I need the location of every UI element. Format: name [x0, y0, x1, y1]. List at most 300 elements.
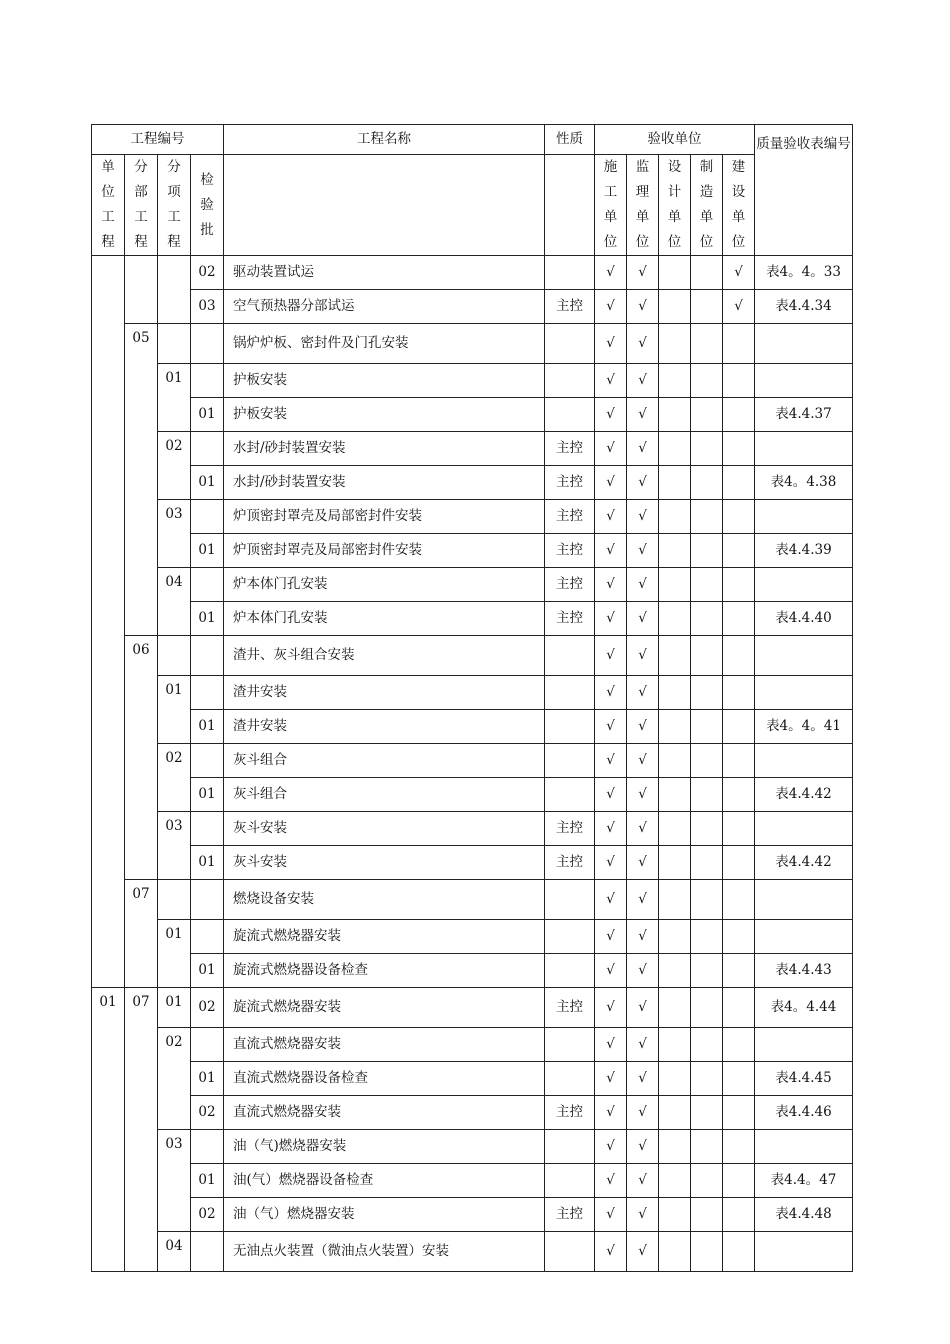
table-row: [92, 920, 853, 954]
supervision-check: √: [627, 500, 659, 534]
nature: 主控: [545, 568, 595, 602]
project-name: 渣井安装: [224, 676, 545, 710]
construction-check: √: [595, 290, 627, 324]
design-check: [659, 880, 691, 920]
construction-check: √: [595, 1028, 627, 1062]
design-check: [659, 778, 691, 812]
project-name: 直流式燃烧器设备检查: [224, 1062, 545, 1096]
design-check: [659, 256, 691, 290]
supervision-check: √: [627, 880, 659, 920]
supervision-check: √: [627, 364, 659, 398]
sub-07-02: 02: [158, 1028, 191, 1130]
inspection-lot: 01: [191, 1164, 224, 1198]
form-number: 表4.4.42: [755, 846, 853, 880]
manufacturing-check: [691, 568, 723, 602]
owner-check: [723, 398, 755, 432]
supervision-check: √: [627, 1096, 659, 1130]
owner-check: [723, 1198, 755, 1232]
manufacturing-check: [691, 324, 723, 364]
supervision-check: √: [627, 812, 659, 846]
table-row: [92, 1198, 853, 1232]
owner-check: [723, 500, 755, 534]
sub-06-02: 02: [158, 744, 191, 812]
header-supervision-unit: 监 理 单 位: [627, 155, 659, 256]
project-name: 燃烧设备安装: [224, 880, 545, 920]
manufacturing-check: [691, 1028, 723, 1062]
nature: [545, 256, 595, 290]
nature: [545, 1130, 595, 1164]
form-number: [755, 500, 853, 534]
design-check: [659, 846, 691, 880]
table-row: [92, 812, 853, 846]
table-row: [92, 710, 853, 744]
division-blank: [125, 256, 158, 324]
nature: [545, 880, 595, 920]
project-name: 护板安装: [224, 398, 545, 432]
sub-07-01: 01: [158, 920, 191, 988]
nature: 主控: [545, 466, 595, 500]
supervision-check: √: [627, 290, 659, 324]
header-manufacturing-unit: 制 造 单 位: [691, 155, 723, 256]
form-number: [755, 432, 853, 466]
supervision-check: √: [627, 1130, 659, 1164]
nature: [545, 954, 595, 988]
division-07: 07: [125, 880, 158, 988]
manufacturing-check: [691, 1062, 723, 1096]
inspection-lot: [191, 568, 224, 602]
project-name: 炉本体门孔安装: [224, 568, 545, 602]
form-number: [755, 1028, 853, 1062]
table-row: [92, 744, 853, 778]
header-name-blank: [224, 155, 545, 256]
table-row: [92, 500, 853, 534]
design-check: [659, 1198, 691, 1232]
nature: [545, 398, 595, 432]
header-sub-item: 分 项 工 程: [158, 155, 191, 256]
owner-check: [723, 920, 755, 954]
design-check: [659, 568, 691, 602]
header-unit-project: 单 位 工 程: [92, 155, 125, 256]
form-number: [755, 676, 853, 710]
supervision-check: √: [627, 1232, 659, 1272]
project-name: 旋流式燃烧器安装: [224, 988, 545, 1028]
inspection-lot: [191, 1028, 224, 1062]
inspection-lot: [191, 812, 224, 846]
project-name: 驱动装置试运: [224, 256, 545, 290]
design-check: [659, 1232, 691, 1272]
manufacturing-check: [691, 466, 723, 500]
table-row: [92, 432, 853, 466]
supervision-check: √: [627, 846, 659, 880]
construction-check: √: [595, 636, 627, 676]
supervision-check: √: [627, 534, 659, 568]
nature: 主控: [545, 534, 595, 568]
supervision-check: √: [627, 602, 659, 636]
inspection-lot: 02: [191, 256, 224, 290]
form-number: 表4。4.38: [755, 466, 853, 500]
construction-check: √: [595, 602, 627, 636]
construction-check: √: [595, 744, 627, 778]
nature: [545, 744, 595, 778]
form-number: 表4.4.34: [755, 290, 853, 324]
project-name: 旋流式燃烧器安装: [224, 920, 545, 954]
project-name: 炉顶密封罩壳及局部密封件安装: [224, 534, 545, 568]
manufacturing-check: [691, 1164, 723, 1198]
design-check: [659, 1130, 691, 1164]
owner-check: [723, 432, 755, 466]
table-row: [92, 602, 853, 636]
design-check: [659, 1096, 691, 1130]
table-row: [92, 1130, 853, 1164]
owner-check: [723, 954, 755, 988]
supervision-check: √: [627, 954, 659, 988]
owner-check: [723, 710, 755, 744]
table-row: [92, 1164, 853, 1198]
form-number: [755, 880, 853, 920]
design-check: [659, 1062, 691, 1096]
sub-blank: [158, 880, 191, 920]
owner-check: [723, 988, 755, 1028]
design-check: [659, 954, 691, 988]
construction-check: √: [595, 432, 627, 466]
nature: 主控: [545, 500, 595, 534]
manufacturing-check: [691, 778, 723, 812]
sub-07-01-cont: 01: [158, 988, 191, 1028]
inspection-lot: [191, 744, 224, 778]
inspection-lot: [191, 676, 224, 710]
manufacturing-check: [691, 846, 723, 880]
division-05: 05: [125, 324, 158, 636]
sub-blank: [158, 636, 191, 676]
manufacturing-check: [691, 432, 723, 466]
owner-check: [723, 1130, 755, 1164]
design-check: [659, 636, 691, 676]
project-name: 水封/砂封装置安装: [224, 432, 545, 466]
construction-check: √: [595, 710, 627, 744]
construction-check: √: [595, 812, 627, 846]
construction-check: √: [595, 1096, 627, 1130]
project-name: 旋流式燃烧器设备检查: [224, 954, 545, 988]
owner-check: [723, 676, 755, 710]
sub-07-04: 04: [158, 1232, 191, 1272]
supervision-check: √: [627, 398, 659, 432]
header-inspection-lot: 检 验 批: [191, 155, 224, 256]
supervision-check: √: [627, 1062, 659, 1096]
design-check: [659, 988, 691, 1028]
construction-check: √: [595, 466, 627, 500]
table-row: [92, 1028, 853, 1062]
project-name: 灰斗组合: [224, 744, 545, 778]
supervision-check: √: [627, 636, 659, 676]
nature: [545, 364, 595, 398]
header-construction-unit: 施 工 单 位: [595, 155, 627, 256]
table-row: [92, 988, 853, 1028]
design-check: [659, 500, 691, 534]
owner-check: [723, 1028, 755, 1062]
nature: [545, 1164, 595, 1198]
project-name: 油（气)燃烧器安装: [224, 1130, 545, 1164]
construction-check: √: [595, 676, 627, 710]
table-row: [92, 778, 853, 812]
manufacturing-check: [691, 398, 723, 432]
form-number: 表4.4.48: [755, 1198, 853, 1232]
project-name: 灰斗安装: [224, 812, 545, 846]
owner-check: [723, 744, 755, 778]
project-name: 油(气）燃烧器设备检查: [224, 1164, 545, 1198]
table-row: [92, 1062, 853, 1096]
construction-check: √: [595, 256, 627, 290]
project-name: 空气预热器分部试运: [224, 290, 545, 324]
design-check: [659, 920, 691, 954]
division-06: 06: [125, 636, 158, 880]
header-project-code: 工程编号: [92, 125, 224, 155]
inspection-lot: [191, 636, 224, 676]
project-name: 渣井安装: [224, 710, 545, 744]
nature: [545, 1232, 595, 1272]
inspection-lot: [191, 364, 224, 398]
project-name: 锅炉炉板、密封件及门孔安装: [224, 324, 545, 364]
owner-check: [723, 1062, 755, 1096]
construction-check: √: [595, 1164, 627, 1198]
inspection-lot: 02: [191, 988, 224, 1028]
sub-07-03: 03: [158, 1130, 191, 1232]
project-name: 灰斗组合: [224, 778, 545, 812]
header-division: 分 部 工 程: [125, 155, 158, 256]
table-row: [92, 290, 853, 324]
design-check: [659, 398, 691, 432]
manufacturing-check: [691, 364, 723, 398]
design-check: [659, 324, 691, 364]
owner-check: [723, 466, 755, 500]
owner-check: [723, 534, 755, 568]
supervision-check: √: [627, 778, 659, 812]
form-number: 表4.4.39: [755, 534, 853, 568]
design-check: [659, 812, 691, 846]
owner-check: [723, 636, 755, 676]
supervision-check: √: [627, 568, 659, 602]
sub-05-03: 03: [158, 500, 191, 568]
manufacturing-check: [691, 500, 723, 534]
supervision-check: √: [627, 676, 659, 710]
construction-check: √: [595, 920, 627, 954]
table-row: [92, 534, 853, 568]
form-number: 表4.4.37: [755, 398, 853, 432]
form-number: 表4.4。47: [755, 1164, 853, 1198]
manufacturing-check: [691, 256, 723, 290]
table-row: [92, 1096, 853, 1130]
table-row: [92, 1232, 853, 1272]
header-nature: 性质: [545, 125, 595, 155]
manufacturing-check: [691, 1232, 723, 1272]
form-number: [755, 324, 853, 364]
header-project-name: 工程名称: [224, 125, 545, 155]
owner-check: [723, 602, 755, 636]
inspection-lot: 01: [191, 398, 224, 432]
nature: [545, 636, 595, 676]
design-check: [659, 1164, 691, 1198]
manufacturing-check: [691, 602, 723, 636]
form-number: [755, 364, 853, 398]
manufacturing-check: [691, 920, 723, 954]
header-acceptance-unit: 验收单位: [595, 125, 755, 155]
nature: [545, 1028, 595, 1062]
inspection-lot: 01: [191, 846, 224, 880]
nature: 主控: [545, 988, 595, 1028]
table-row: [92, 568, 853, 602]
inspection-lot: 01: [191, 778, 224, 812]
division-07-cont: 07: [125, 988, 158, 1272]
project-name: 渣井、灰斗组合安装: [224, 636, 545, 676]
design-check: [659, 744, 691, 778]
manufacturing-check: [691, 988, 723, 1028]
manufacturing-check: [691, 1198, 723, 1232]
manufacturing-check: [691, 1096, 723, 1130]
inspection-lot: 03: [191, 290, 224, 324]
manufacturing-check: [691, 812, 723, 846]
header-owner-unit: 建 设 单 位: [723, 155, 755, 256]
inspection-lot: [191, 432, 224, 466]
construction-check: √: [595, 1198, 627, 1232]
form-number: 表4.4.40: [755, 602, 853, 636]
construction-check: √: [595, 846, 627, 880]
unit-01: 01: [92, 988, 125, 1272]
form-number: 表4.4.46: [755, 1096, 853, 1130]
inspection-lot: [191, 324, 224, 364]
owner-check: [723, 846, 755, 880]
owner-check: √: [723, 290, 755, 324]
nature: 主控: [545, 1096, 595, 1130]
form-number: 表4.4.42: [755, 778, 853, 812]
manufacturing-check: [691, 954, 723, 988]
project-name: 直流式燃烧器安装: [224, 1096, 545, 1130]
form-number: 表4。4。41: [755, 710, 853, 744]
construction-check: √: [595, 1130, 627, 1164]
manufacturing-check: [691, 880, 723, 920]
form-number: [755, 1232, 853, 1272]
form-number: 表4。4。33: [755, 256, 853, 290]
nature: 主控: [545, 602, 595, 636]
unit-blank: [92, 256, 125, 988]
form-number: [755, 812, 853, 846]
supervision-check: √: [627, 1028, 659, 1062]
inspection-lot: [191, 500, 224, 534]
inspection-lot: 01: [191, 710, 224, 744]
project-name: 直流式燃烧器安装: [224, 1028, 545, 1062]
inspection-lot: 02: [191, 1096, 224, 1130]
table-row: [92, 324, 853, 364]
table-row: [92, 636, 853, 676]
design-check: [659, 432, 691, 466]
inspection-lot: 01: [191, 466, 224, 500]
owner-check: √: [723, 256, 755, 290]
nature: [545, 324, 595, 364]
form-number: 表4.4.43: [755, 954, 853, 988]
form-number: 表4.4.45: [755, 1062, 853, 1096]
manufacturing-check: [691, 290, 723, 324]
sub-05-04: 04: [158, 568, 191, 636]
design-check: [659, 602, 691, 636]
table-row: [92, 364, 853, 398]
design-check: [659, 290, 691, 324]
supervision-check: √: [627, 256, 659, 290]
construction-check: √: [595, 568, 627, 602]
owner-check: [723, 778, 755, 812]
project-name: 护板安装: [224, 364, 545, 398]
supervision-check: √: [627, 432, 659, 466]
owner-check: [723, 324, 755, 364]
inspection-lot: [191, 920, 224, 954]
nature: [545, 1062, 595, 1096]
supervision-check: √: [627, 1164, 659, 1198]
manufacturing-check: [691, 636, 723, 676]
project-name: 无油点火装置（微油点火装置）安装: [224, 1232, 545, 1272]
owner-check: [723, 812, 755, 846]
nature: 主控: [545, 290, 595, 324]
construction-check: √: [595, 988, 627, 1028]
sub-05-01: 01: [158, 364, 191, 432]
supervision-check: √: [627, 710, 659, 744]
sub-06-01: 01: [158, 676, 191, 744]
form-number: [755, 920, 853, 954]
construction-check: √: [595, 880, 627, 920]
inspection-lot: [191, 1130, 224, 1164]
table-row: [92, 256, 853, 290]
nature: [545, 676, 595, 710]
form-number: [755, 744, 853, 778]
project-name: 炉顶密封罩壳及局部密封件安装: [224, 500, 545, 534]
supervision-check: √: [627, 920, 659, 954]
design-check: [659, 1028, 691, 1062]
inspection-lot: [191, 880, 224, 920]
table-row: [92, 954, 853, 988]
supervision-check: √: [627, 1198, 659, 1232]
owner-check: [723, 364, 755, 398]
sub-06-03: 03: [158, 812, 191, 880]
owner-check: [723, 568, 755, 602]
table-row: [92, 676, 853, 710]
nature: [545, 920, 595, 954]
acceptance-table: [91, 124, 852, 1272]
form-number: [755, 1130, 853, 1164]
form-number: 表4。4.44: [755, 988, 853, 1028]
manufacturing-check: [691, 710, 723, 744]
construction-check: √: [595, 1232, 627, 1272]
nature: 主控: [545, 432, 595, 466]
owner-check: [723, 1096, 755, 1130]
nature: 主控: [545, 846, 595, 880]
nature: 主控: [545, 1198, 595, 1232]
nature: 主控: [545, 812, 595, 846]
design-check: [659, 676, 691, 710]
construction-check: √: [595, 398, 627, 432]
owner-check: [723, 1232, 755, 1272]
design-check: [659, 466, 691, 500]
construction-check: √: [595, 500, 627, 534]
manufacturing-check: [691, 1130, 723, 1164]
inspection-lot: 01: [191, 1062, 224, 1096]
manufacturing-check: [691, 534, 723, 568]
supervision-check: √: [627, 988, 659, 1028]
construction-check: √: [595, 534, 627, 568]
sub-05-02: 02: [158, 432, 191, 500]
construction-check: √: [595, 364, 627, 398]
header-quality-form: 质量验收表编号: [755, 125, 853, 256]
construction-check: √: [595, 1062, 627, 1096]
project-name: 灰斗安装: [224, 846, 545, 880]
nature: [545, 778, 595, 812]
inspection-lot: 01: [191, 954, 224, 988]
form-number: [755, 568, 853, 602]
